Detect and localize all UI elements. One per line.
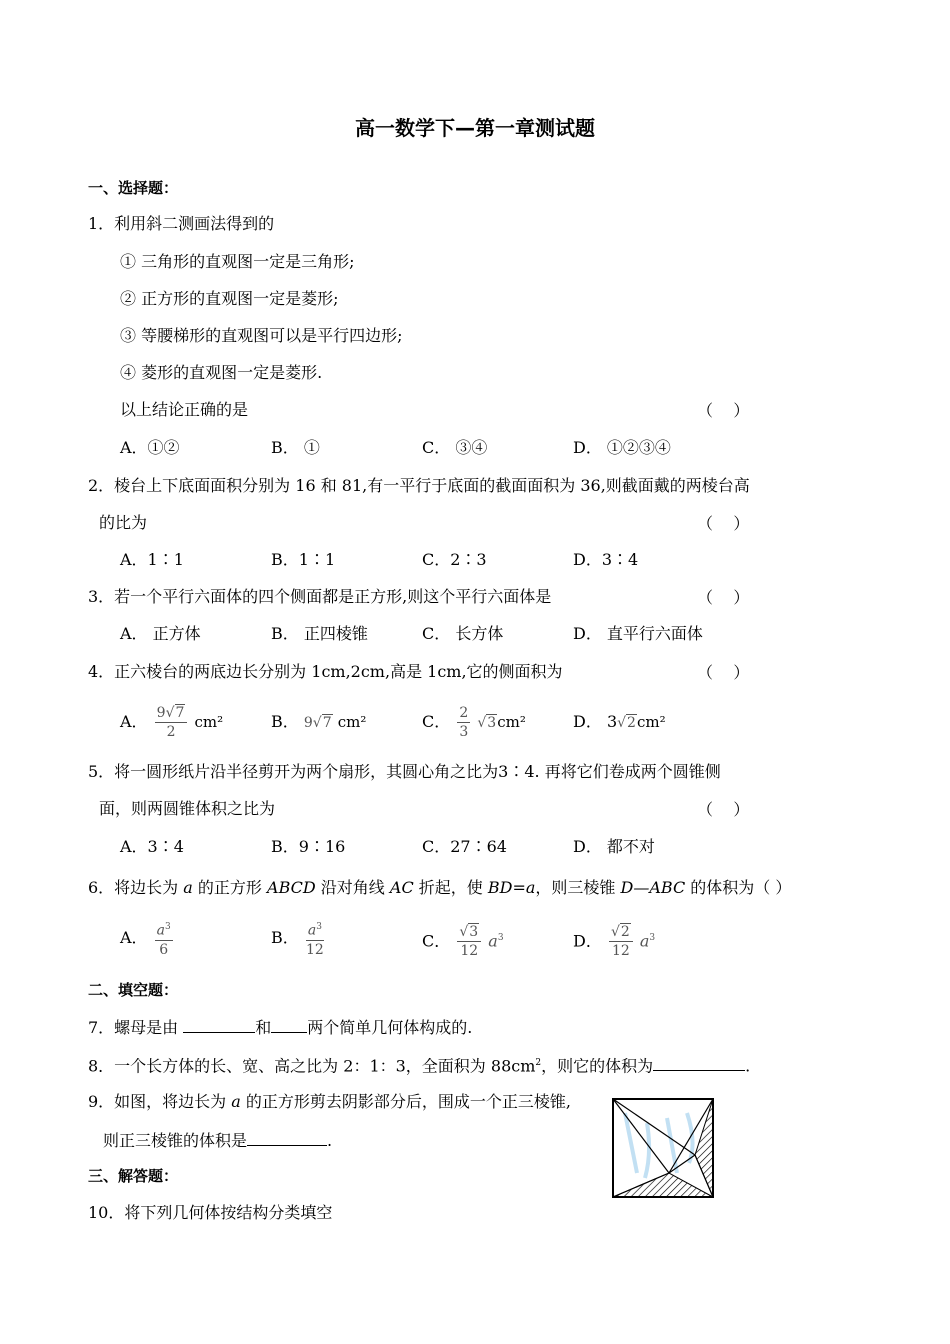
q6-option-c: C． $\frac{√3}{12}$ $a^3$ — [422, 924, 504, 960]
q5-answer-paren: （ ） — [697, 800, 750, 819]
q4-option-b: B． 9√7 cm² — [271, 712, 367, 731]
q2-option-a: A．1∶1 — [120, 550, 184, 569]
q1-option-b: B． ① — [271, 438, 320, 457]
answer-blank[interactable] — [653, 1052, 745, 1071]
q1-answer-paren: （ ） — [697, 401, 750, 420]
q6-option-d: D． $\frac{√2}{12}$ $a^3$ — [573, 924, 656, 960]
q4-option-a: A． $\frac{9√7}{2}$ cm² — [120, 705, 224, 740]
answer-blank[interactable] — [271, 1014, 307, 1033]
q3-option-b: B． 正四棱锥 — [271, 624, 368, 643]
q1-option-d: D． ①②③④ — [573, 438, 671, 457]
q2-answer-paren: （ ） — [697, 514, 750, 533]
q4-option-d: D． 3√2cm² — [573, 712, 666, 731]
q3-option-a: A． 正方体 — [120, 624, 201, 643]
q1-item-1: ① 三角形的直观图一定是三角形; — [120, 252, 355, 271]
fraction: $\frac{a^3}{12}$ — [306, 918, 324, 959]
fraction: $\frac{9√7}{2}$ — [155, 704, 188, 741]
q1-option-a: A．①② — [120, 438, 180, 457]
q5-stem-line2: 面，则两圆锥体积之比为 — [99, 799, 276, 818]
q5-option-b: B．9∶16 — [271, 837, 346, 856]
q1-option-c: C． ③④ — [422, 438, 488, 457]
q1-item-2: ② 正方形的直观图一定是菱形; — [120, 289, 339, 308]
q2-stem-line1: 2．棱台上下底面面积分别为 16 和 81,有一平行于底面的截面面积为 36,则截面戴的两棱台高 — [88, 476, 750, 495]
q1-stem: 1．利用斜二测画法得到的 — [88, 214, 275, 233]
q9-stem-line1: 9．如图，将边长为 a 的正方形剪去阴影部分后，围成一个正三棱锥, — [88, 1092, 572, 1111]
square-net-diagram — [607, 1093, 719, 1203]
q5-stem-line1: 5．将一圆形纸片沿半径剪开为两个扇形，其圆心角之比为3∶4. 再将它们卷成两个圆锥侧 — [88, 762, 721, 781]
q5-option-d: D． 都不对 — [573, 837, 655, 856]
q7-stem: 7．螺母是由 和 两个简单几何体构成的. — [88, 1014, 472, 1040]
q6-option-b: B． $\frac{a^3}{12}$ — [271, 918, 326, 959]
q3-answer-paren: （ ） — [697, 588, 750, 607]
q3-stem: 3．若一个平行六面体的四个侧面都是正方形,则这个平行六面体是 — [88, 587, 552, 606]
q2-option-b: B．1∶1 — [271, 550, 336, 569]
q5-option-a: A．3∶4 — [120, 837, 184, 856]
q4-stem: 4．正六棱台的两底边长分别为 1cm,2cm,高是 1cm,它的侧面积为 — [88, 662, 563, 681]
q9-square-figure — [607, 1093, 719, 1203]
fraction: $\frac{√3}{12}$ — [457, 923, 481, 960]
q2-option-c: C．2∶3 — [422, 550, 487, 569]
q8-stem: 8．一个长方体的长、宽、高之比为 2：1：3，全面积为 $88cm^2$，则它的体积为 . — [88, 1051, 750, 1078]
q3-option-c: C． 长方体 — [422, 624, 504, 643]
fraction: $\frac{2}{3}$ — [459, 705, 469, 740]
q1-item-4: ④ 菱形的直观图一定是菱形. — [120, 363, 323, 382]
section-heading-fill: 二、填空题： — [88, 981, 179, 999]
fraction: $\frac{a^3}{6}$ — [155, 918, 173, 959]
section-heading-choice: 一、选择题： — [88, 179, 179, 197]
q2-option-d: D．3∶4 — [573, 550, 639, 569]
q5-option-c: C．27∶64 — [422, 837, 507, 856]
q4-answer-paren: （ ） — [697, 663, 750, 682]
q3-option-d: D． 直平行六面体 — [573, 624, 703, 643]
fraction: $\frac{√2}{12}$ — [609, 923, 633, 960]
q2-stem-line2: 的比为 — [99, 513, 148, 532]
q10-stem: 10．将下列几何体按结构分类填空 — [88, 1203, 333, 1222]
q4-option-c: C． $\frac{2}{3}$ √3cm² — [422, 705, 526, 740]
section-heading-solve: 三、解答题： — [88, 1167, 179, 1185]
q9-stem-line2: 则正三棱锥的体积是 . — [103, 1127, 332, 1153]
q1-prompt: 以上结论正确的是 — [120, 400, 249, 419]
q6-stem: 6．将边长为 a 的正方形 ABCD 沿对角线 AC 折起，使 BD=a，则三棱锥 D—ABC 的体积为（ ） — [88, 878, 792, 897]
answer-blank[interactable] — [183, 1014, 255, 1033]
q1-item-3: ③ 等腰梯形的直观图可以是平行四边形; — [120, 326, 403, 345]
q6-option-a: A． $\frac{a^3}{6}$ — [120, 918, 175, 959]
page-title: 高一数学下—第一章测试题 — [355, 116, 595, 140]
answer-blank[interactable] — [247, 1127, 327, 1146]
